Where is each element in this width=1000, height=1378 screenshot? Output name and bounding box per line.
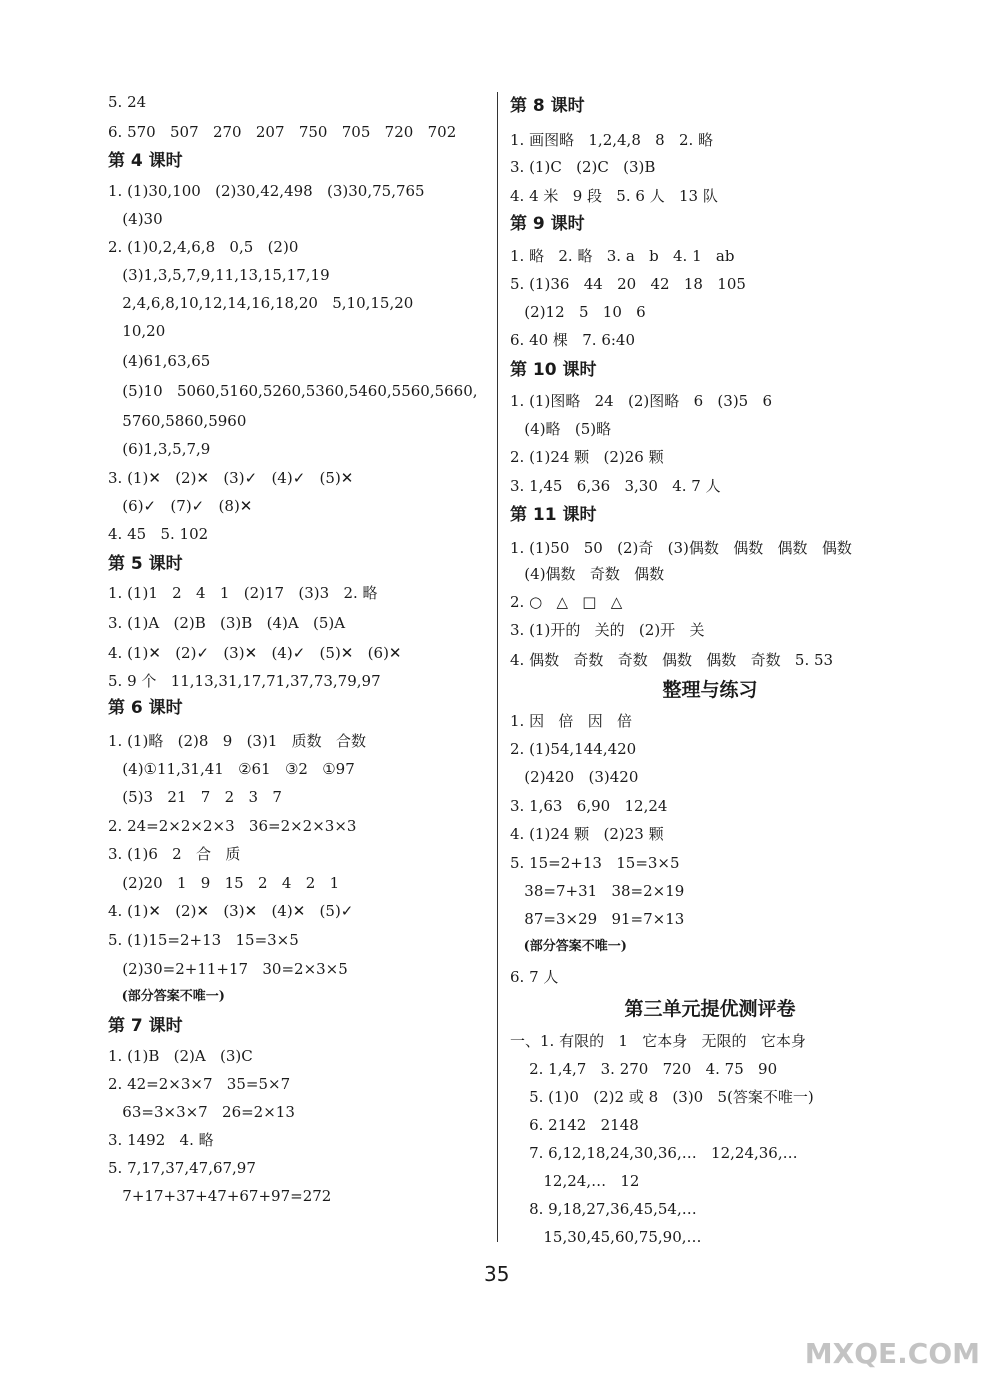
right-answer-line: 6. 2142 2148: [510, 1116, 639, 1134]
left-answer-line: 3. (1)A (2)B (3)B (4)A (5)A: [108, 614, 346, 632]
right-answer-line: 3. 1,45 6,36 3,30 4. 7 人: [510, 477, 721, 495]
right-answer-line: 5. (1)36 44 20 42 18 105: [510, 275, 746, 293]
right-answer-line: 4. 偶数 奇数 奇数 偶数 偶数 奇数 5. 53: [510, 651, 834, 669]
left-answer-line: (2)30=2+11+17 30=2×3×5: [108, 960, 348, 978]
left-answer-line: 7+17+37+47+67+97=272: [108, 1187, 332, 1205]
left-answer-line: (6)✓ (7)✓ (8)✕: [108, 497, 253, 515]
left-answer-line: 3. (1)6 2 合 质: [108, 845, 241, 863]
right-answer-line: 1. 画图略 1,2,4,8 8 2. 略: [510, 131, 714, 149]
right-answer-line: 12,24,… 12: [510, 1172, 640, 1190]
left-answer-line: 5. 24: [108, 93, 147, 111]
right-answer-line: 2. (1)54,144,420: [510, 740, 637, 758]
left-answer-line: 4. (1)✕ (2)✕ (3)✕ (4)✕ (5)✓: [108, 902, 354, 920]
right-section-heading: 第 11 课时: [510, 505, 597, 525]
left-answer-line: (2)20 1 9 15 2 4 2 1: [108, 874, 340, 892]
right-answer-line: 38=7+31 38=2×19: [510, 882, 685, 900]
right-section-heading: 第三单元提优测评卷: [624, 998, 796, 1020]
left-answer-line: (3)1,3,5,7,9,11,13,15,17,19: [108, 266, 330, 284]
right-section-heading: 第 10 课时: [510, 360, 597, 380]
right-answer-line: 4. 4 米 9 段 5. 6 人 13 队: [510, 187, 718, 205]
right-answer-line: 87=3×29 91=7×13: [510, 910, 685, 928]
right-answer-line: 2. 1,4,7 3. 270 720 4. 75 90: [510, 1060, 778, 1078]
left-answer-line: (4)①11,31,41 ②61 ③2 ①97: [108, 760, 355, 778]
left-answer-line: 63=3×3×7 26=2×13: [108, 1103, 295, 1121]
left-answer-line: 4. (1)✕ (2)✓ (3)✕ (4)✓ (5)✕ (6)✕: [108, 644, 402, 662]
right-answer-line: 3. (1)C (2)C (3)B: [510, 158, 656, 176]
left-answer-line: (5)10 5060,5160,5260,5360,5460,5560,5660,: [108, 382, 478, 400]
right-answer-line: (2)420 (3)420: [510, 768, 639, 786]
right-answer-line: 2. ○ △ □ △: [510, 593, 623, 611]
right-section-heading: 第 9 课时: [510, 214, 585, 234]
left-answer-line: 5. 9 个 11,13,31,17,71,37,73,79,97: [108, 672, 381, 690]
left-section-heading: 第 4 课时: [108, 151, 183, 171]
left-answer-line: 4. 45 5. 102: [108, 525, 209, 543]
right-answer-line: 1. (1)图略 24 (2)图略 6 (3)5 6: [510, 392, 773, 410]
watermark-text: MXQE.COM: [804, 1337, 980, 1370]
left-answer-line: (5)3 21 7 2 3 7: [108, 788, 282, 806]
left-answer-line: (4)30: [108, 210, 163, 228]
left-answer-line: 2. 24=2×2×2×3 36=2×2×3×3: [108, 817, 357, 835]
left-section-heading: 第 7 课时: [108, 1016, 183, 1036]
left-answer-line: 3. 1492 4. 略: [108, 1131, 214, 1149]
left-answer-line: 1. (1)30,100 (2)30,42,498 (3)30,75,765: [108, 182, 425, 200]
left-answer-line: 2,4,6,8,10,12,14,16,18,20 5,10,15,20: [108, 294, 414, 312]
right-answer-line: (部分答案不唯一): [510, 939, 627, 954]
right-answer-line: 15,30,45,60,75,90,…: [510, 1228, 702, 1246]
right-answer-line: 3. (1)开的 关的 (2)开 关: [510, 621, 705, 639]
right-answer-line: 1. (1)50 50 (2)奇 (3)偶数 偶数 偶数 偶数: [510, 539, 852, 557]
right-section-heading: 整理与练习: [662, 679, 758, 701]
right-answer-line: 5. (1)0 (2)2 或 8 (3)0 5(答案不唯一): [510, 1088, 814, 1106]
left-answer-line: 2. 42=2×3×7 35=5×7: [108, 1075, 291, 1093]
right-answer-line: 1. 因 倍 因 倍: [510, 712, 632, 730]
right-answer-line: 6. 7 人: [510, 968, 559, 986]
column-divider: [497, 92, 498, 1242]
right-answer-line: (4)略 (5)略: [510, 420, 612, 438]
left-answer-line: 1. (1)略 (2)8 9 (3)1 质数 合数: [108, 732, 366, 750]
left-answer-line: 1. (1)1 2 4 1 (2)17 (3)3 2. 略: [108, 584, 378, 602]
right-section-heading: 第 8 课时: [510, 96, 585, 116]
right-answer-line: (2)12 5 10 6: [510, 303, 646, 321]
right-answer-line: 1. 略 2. 略 3. a b 4. 1 ab: [510, 247, 735, 265]
left-answer-line: 3. (1)✕ (2)✕ (3)✓ (4)✓ (5)✕: [108, 469, 354, 487]
right-answer-line: 3. 1,63 6,90 12,24: [510, 797, 668, 815]
left-answer-line: 5. 7,17,37,47,67,97: [108, 1159, 256, 1177]
right-answer-line: 5. 15=2+13 15=3×5: [510, 854, 680, 872]
left-answer-line: 6. 570 507 270 207 750 705 720 702: [108, 123, 457, 141]
left-answer-line: (部分答案不唯一): [108, 989, 225, 1004]
right-answer-line: (4)偶数 奇数 偶数: [510, 565, 665, 583]
right-answer-line: 2. (1)24 颗 (2)26 颗: [510, 448, 664, 466]
left-answer-line: 2. (1)0,2,4,6,8 0,5 (2)0: [108, 238, 299, 256]
right-answer-line: 4. (1)24 颗 (2)23 颗: [510, 825, 664, 843]
right-answer-line: 8. 9,18,27,36,45,54,…: [510, 1200, 697, 1218]
page-number: 35: [484, 1262, 510, 1286]
left-answer-line: (6)1,3,5,7,9: [108, 440, 211, 458]
left-answer-line: 10,20: [108, 322, 166, 340]
left-answer-line: (4)61,63,65: [108, 352, 211, 370]
left-section-heading: 第 5 课时: [108, 554, 183, 574]
left-answer-line: 1. (1)B (2)A (3)C: [108, 1047, 253, 1065]
right-answer-line: 6. 40 棵 7. 6:40: [510, 331, 636, 349]
right-answer-line: 7. 6,12,18,24,30,36,… 12,24,36,…: [510, 1144, 798, 1162]
left-section-heading: 第 6 课时: [108, 698, 183, 718]
left-answer-line: 5. (1)15=2+13 15=3×5: [108, 931, 299, 949]
left-answer-line: 5760,5860,5960: [108, 412, 247, 430]
right-answer-line: 一、1. 有限的 1 它本身 无限的 它本身: [510, 1032, 806, 1050]
